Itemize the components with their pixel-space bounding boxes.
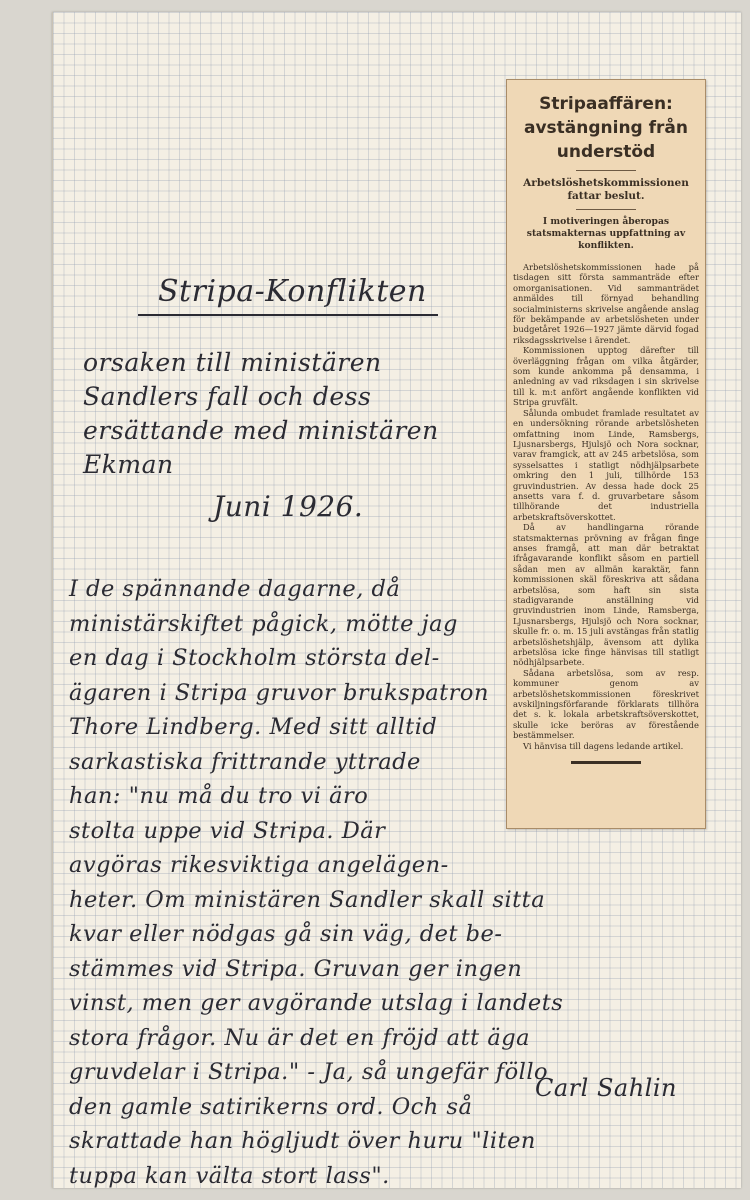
clipping-headline: Stripaaffären: avstängning från understöd xyxy=(523,94,688,162)
clipping-paragraph: Sådana arbetslösa, som av resp. kommuner genom av arbetslöshetskommissionen föreskrivet avskiljningsförfarande förklarats tillhöra det s. k. lokala arbetskraftsöverskottet, skulle icke beröras av förestående bestämmelser. xyxy=(513,667,699,741)
body-line: stämmes vid Stripa. Gruvan ger ingen xyxy=(69,955,523,982)
body-line: stora frågor. Nu är det en fröjd att äga xyxy=(69,1024,531,1051)
clipping-paragraph: Sålunda ombudet framlade resultatet av en undersökning rörande arbetslösheten omfattning inom Linde, Ramsbergs, Ljusnarsbergs, Hjulsjö och Nora socknar, varav framgick, att av 245 arbetslösa, som sysselsattes i statligt nödhjälpsarbete omkring den 1 juli, tillhörde 153 gruvindustrien. Av dessa hade dock 25 ansetts vara f. d. gruvarbetare såsom tillhörande det industriella arbetskraftsöverskottet. xyxy=(513,407,699,522)
end-rule xyxy=(571,761,641,764)
body-line: ministärskiftet pågick, mötte jag xyxy=(69,610,458,637)
body-line: vinst, men ger avgörande utslag i landets xyxy=(69,990,564,1016)
body-line: han: "nu må du tro vi äro xyxy=(69,783,369,809)
intro-line: Ekman xyxy=(83,450,174,479)
graph-paper-sheet xyxy=(52,12,741,1188)
body-line: den gamle satirikerns ord. Och så xyxy=(69,1093,473,1120)
newspaper-clipping xyxy=(506,79,706,829)
handwritten-title: Stripa-Konflikten xyxy=(158,274,427,309)
intro-line: ersättande med ministären xyxy=(83,416,439,445)
body-line: tuppa kan välta stort lass". xyxy=(69,1162,390,1189)
clipping-paragraph: Kommissionen upptog därefter till överläggning frågan om vilka åtgärder, som kunde ankomma på densamma, i anledning av vad riksdagen i sin skrivelse till k. m:t anfört angående konflikten vid Stripa gruvfält. xyxy=(513,345,699,408)
body-line: skrattade han högljudt över huru "liten xyxy=(69,1128,536,1154)
intro-line: orsaken till ministären xyxy=(83,348,382,377)
handwritten-intro xyxy=(83,346,513,482)
divider xyxy=(576,170,636,171)
body-line: gruvdelar i Stripa." - Ja, så ungefär föllo xyxy=(69,1059,549,1085)
body-line: heter. Om ministären Sandler skall sitta xyxy=(69,886,546,913)
body-line: en dag i Stockholm största del- xyxy=(69,645,440,671)
body-line: Thore Lindberg. Med sitt alltid xyxy=(69,714,438,740)
signature: Carl Sahlin xyxy=(535,1074,677,1102)
title-underline xyxy=(138,314,438,316)
handwritten-date: Juni 1926. xyxy=(213,490,364,523)
body-line: kvar eller nödgas gå sin väg, det be- xyxy=(69,921,503,947)
clipping-deck: I motiveringen åberopas statsmakternas uppfattning av konflikten. xyxy=(526,216,686,251)
body-line: stolta uppe vid Stripa. Där xyxy=(69,817,386,844)
clipping-subhead: Arbetslöshetskommissionen fattar beslut. xyxy=(523,177,689,202)
clipping-paragraph: Då av handlingarna rörande statsmakternas prövning av frågan finge anses framgå, att man där betraktat ifrågavarande konflikt såsom en partiell sådan men av allmän karaktär, fann kommissionen skäl föreskriva att sådana arbetslösa, som haft sin sista stadigvarande anställning vid gruvindustrien inom Linde, Ramsberga, Ljusnarsbergs, Hjulsjö och Nora socknar, skulle fr. o. m. 15 juli avstängas från statlig arbetslöshetshjälp, ävensom att dylika arbetslösa icke finge hänvisas till statligt nödhjälpsarbete. xyxy=(513,522,699,668)
clipping-paragraph: Vi hänvisa till dagens ledande artikel. xyxy=(523,740,684,751)
clipping-paragraph: Arbetslöshetskommissionen hade på tisdagen sitt första sammanträde efter omorganisationen. Vid sammanträdet anmäldes till förnyad behandling socialministerns skrivelse angående anslag för bekämpande av arbetslösheten under budgetåret 1926—1927 jämte därvid fogad riksdagsskrivelse i ärendet. xyxy=(513,262,699,345)
intro-line: Sandlers fall och dess xyxy=(83,382,372,411)
body-line: I de spännande dagarne, då xyxy=(69,576,401,602)
divider xyxy=(576,209,636,210)
body-line: avgöras rikesviktiga angelägen- xyxy=(69,852,449,878)
body-line: ägaren i Stripa gruvor brukspatron xyxy=(69,679,489,706)
body-line: sarkastiska frittrande yttrade xyxy=(69,748,421,775)
